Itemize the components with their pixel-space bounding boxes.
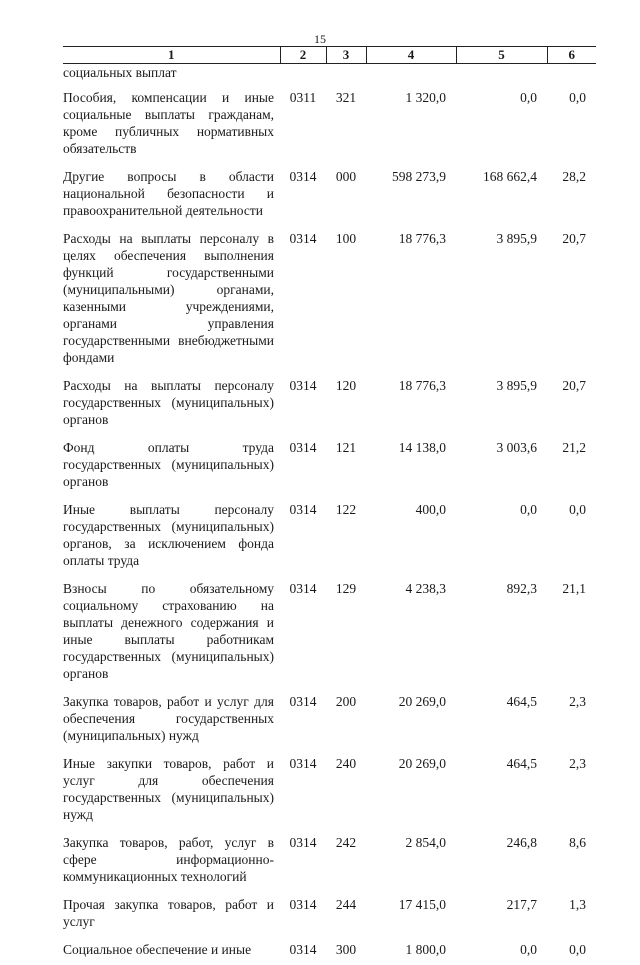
- row-percent: 2,3: [547, 751, 596, 830]
- table-row: [63, 576, 596, 689]
- row-percent: 8,6: [547, 830, 596, 892]
- row-section-code: 0314: [280, 830, 326, 892]
- row-actual-amount: 3 895,9: [456, 226, 547, 373]
- row-type-code: 240: [326, 751, 366, 830]
- row-plan-amount: 1 800,0: [366, 937, 456, 965]
- row-section-code: 0314: [280, 751, 326, 830]
- table-row: [63, 937, 596, 965]
- row-plan-amount: 598 273,9: [366, 164, 456, 226]
- row-section-code: 0314: [280, 497, 326, 576]
- row-percent: 21,2: [547, 435, 596, 497]
- header-col-6: 6: [547, 47, 596, 64]
- row-type-code: 120: [326, 373, 366, 435]
- budget-table: [63, 46, 596, 965]
- row-actual-amount: 464,5: [456, 751, 547, 830]
- table-row: [63, 85, 596, 164]
- row-type-code: 000: [326, 164, 366, 226]
- row-actual-amount: 217,7: [456, 892, 547, 937]
- row-plan-amount: 4 238,3: [366, 576, 456, 689]
- row-actual-amount: 0,0: [456, 937, 547, 965]
- row-name: Взносы по обязательному социальному страхованию на выплаты денежного содержания и иные выплаты работникам государственных (муниципальных) органов: [63, 576, 280, 689]
- row-type-code: 244: [326, 892, 366, 937]
- page-number: 15: [0, 32, 640, 47]
- row-name: Другие вопросы в области национальной безопасности и правоохранительной деятельности: [63, 164, 280, 226]
- row-type-code: 129: [326, 576, 366, 689]
- table-row: [63, 751, 596, 830]
- table-row: [63, 226, 596, 373]
- row-plan-amount: 17 415,0: [366, 892, 456, 937]
- row-name: Пособия, компенсации и иные социальные выплаты гражданам, кроме публичных нормативных обязательств: [63, 85, 280, 164]
- row-name: Иные выплаты персоналу государственных (муниципальных) органов, за исключением фонда оплаты труда: [63, 497, 280, 576]
- row-section-code: 0314: [280, 689, 326, 751]
- row-plan-amount: 18 776,3: [366, 226, 456, 373]
- row-section-code: 0314: [280, 892, 326, 937]
- row-name: Социальное обеспечение и иные: [63, 937, 280, 965]
- row-type-code: 100: [326, 226, 366, 373]
- row-type-code: 242: [326, 830, 366, 892]
- table-row: [63, 497, 596, 576]
- table-row: [63, 892, 596, 937]
- row-type-code: 321: [326, 85, 366, 164]
- row-section-code: 0314: [280, 937, 326, 965]
- table-row: [63, 164, 596, 226]
- table-row: [63, 373, 596, 435]
- table-header-row: [63, 47, 596, 64]
- row-name: Расходы на выплаты персоналу в целях обеспечения выполнения функций государственными (муниципальными) органами, казенными учреждениями, органами управления государственными внебюджетными фондами: [63, 226, 280, 373]
- continuation-text: социальных выплат: [63, 64, 280, 86]
- row-name: Закупка товаров, работ, услуг в сфере информационно-коммуникационных технологий: [63, 830, 280, 892]
- table-row: [63, 830, 596, 892]
- header-col-1: 1: [63, 47, 280, 64]
- row-plan-amount: 18 776,3: [366, 373, 456, 435]
- row-actual-amount: 3 895,9: [456, 373, 547, 435]
- row-percent: 0,0: [547, 85, 596, 164]
- row-actual-amount: 3 003,6: [456, 435, 547, 497]
- row-plan-amount: 2 854,0: [366, 830, 456, 892]
- row-actual-amount: 0,0: [456, 497, 547, 576]
- row-percent: 1,3: [547, 892, 596, 937]
- row-section-code: 0314: [280, 373, 326, 435]
- table-body: [63, 64, 596, 965]
- header-col-3: 3: [326, 47, 366, 64]
- row-plan-amount: 20 269,0: [366, 751, 456, 830]
- row-actual-amount: 168 662,4: [456, 164, 547, 226]
- row-section-code: 0314: [280, 226, 326, 373]
- row-name: Фонд оплаты труда государственных (муниципальных) органов: [63, 435, 280, 497]
- row-section-code: 0314: [280, 435, 326, 497]
- row-plan-amount: 1 320,0: [366, 85, 456, 164]
- row-actual-amount: 0,0: [456, 85, 547, 164]
- row-actual-amount: 464,5: [456, 689, 547, 751]
- row-name: Иные закупки товаров, работ и услуг для обеспечения государственных (муниципальных) нужд: [63, 751, 280, 830]
- row-percent: 21,1: [547, 576, 596, 689]
- row-section-code: 0311: [280, 85, 326, 164]
- table-row: [63, 435, 596, 497]
- table-row: [63, 689, 596, 751]
- row-plan-amount: 14 138,0: [366, 435, 456, 497]
- row-plan-amount: 400,0: [366, 497, 456, 576]
- row-percent: 2,3: [547, 689, 596, 751]
- row-percent: 20,7: [547, 226, 596, 373]
- row-type-code: 121: [326, 435, 366, 497]
- header-col-4: 4: [366, 47, 456, 64]
- header-col-2: 2: [280, 47, 326, 64]
- row-actual-amount: 246,8: [456, 830, 547, 892]
- row-percent: 20,7: [547, 373, 596, 435]
- row-type-code: 300: [326, 937, 366, 965]
- row-name: Прочая закупка товаров, работ и услуг: [63, 892, 280, 937]
- row-type-code: 200: [326, 689, 366, 751]
- row-actual-amount: 892,3: [456, 576, 547, 689]
- row-percent: 0,0: [547, 497, 596, 576]
- row-plan-amount: 20 269,0: [366, 689, 456, 751]
- row-percent: 28,2: [547, 164, 596, 226]
- row-section-code: 0314: [280, 576, 326, 689]
- continuation-row: [63, 64, 596, 86]
- row-name: Закупка товаров, работ и услуг для обеспечения государственных (муниципальных) нужд: [63, 689, 280, 751]
- header-col-5: 5: [456, 47, 547, 64]
- row-section-code: 0314: [280, 164, 326, 226]
- row-type-code: 122: [326, 497, 366, 576]
- row-percent: 0,0: [547, 937, 596, 965]
- row-name: Расходы на выплаты персоналу государственных (муниципальных) органов: [63, 373, 280, 435]
